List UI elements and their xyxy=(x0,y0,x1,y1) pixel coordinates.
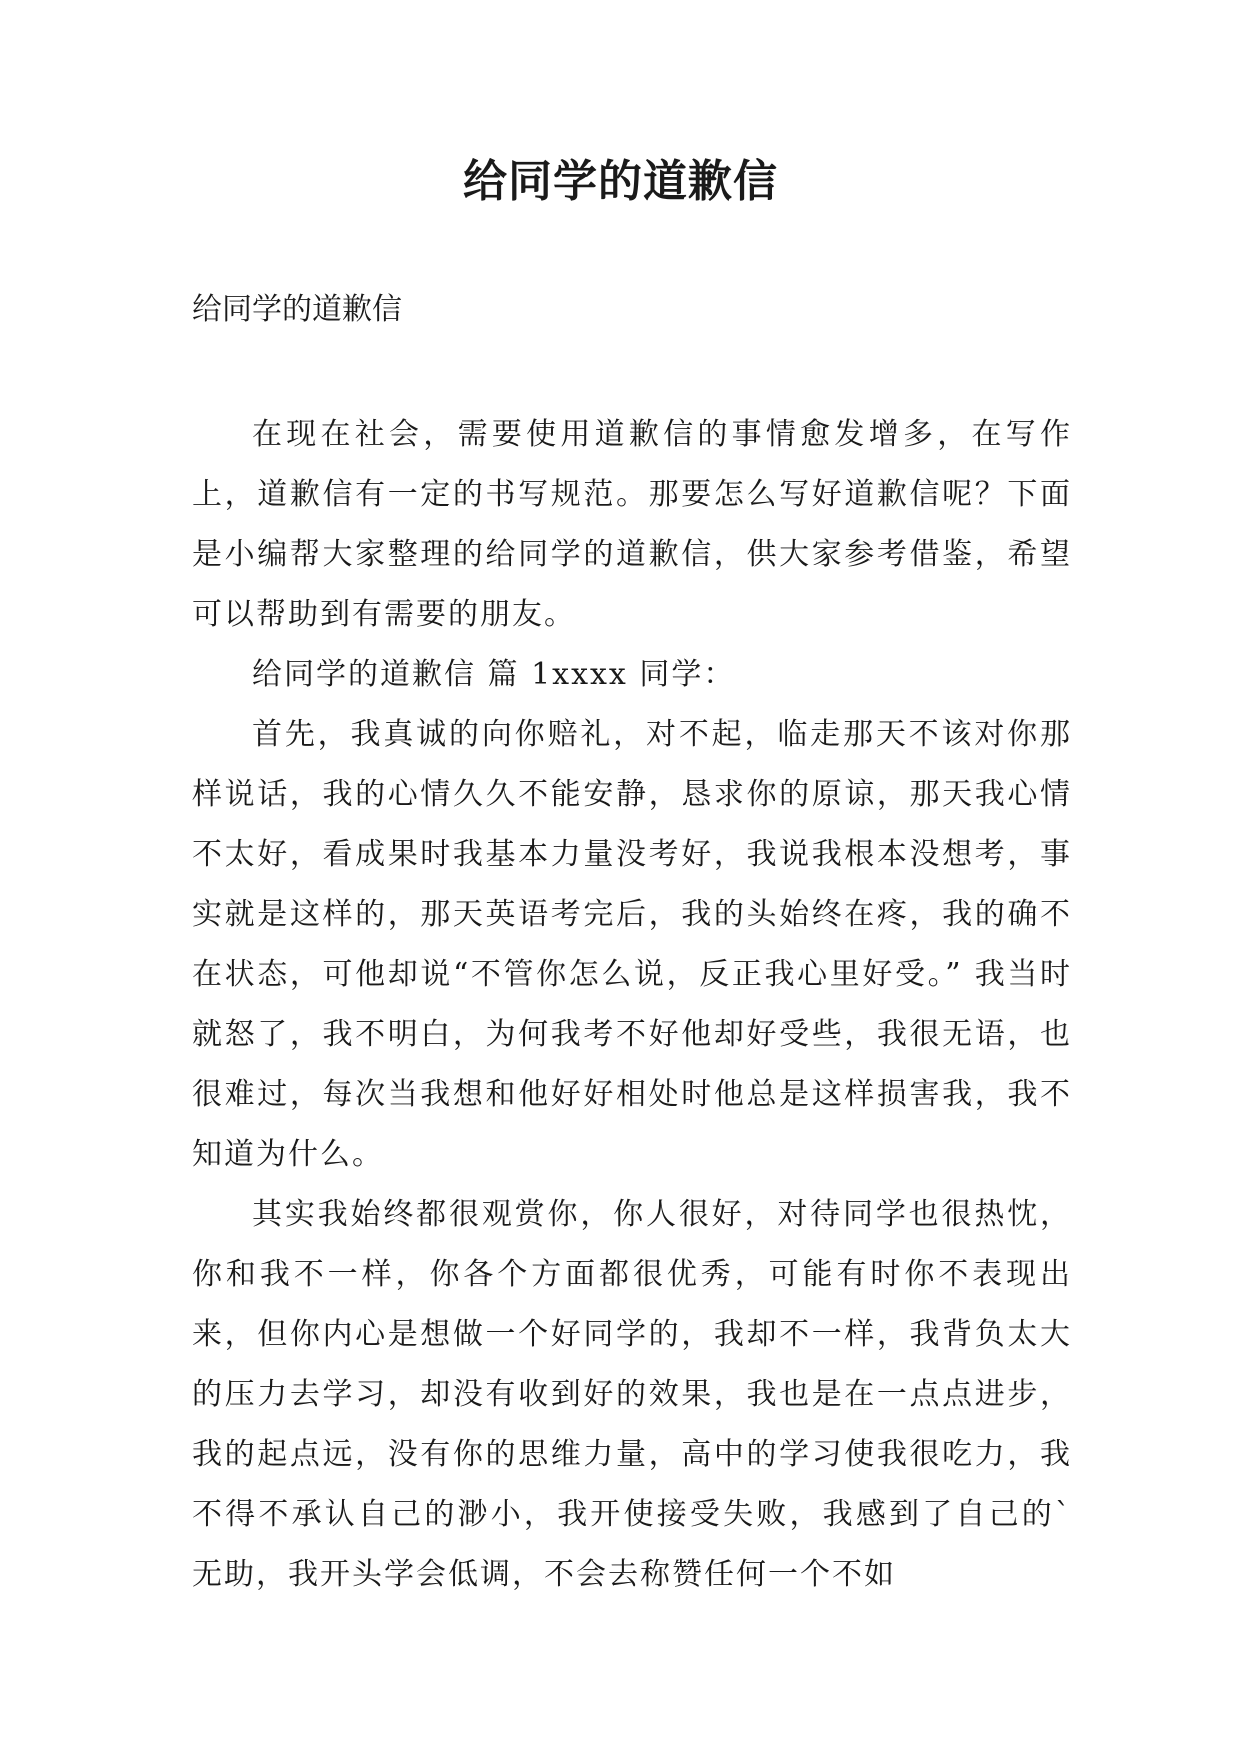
document-body xyxy=(192,405,1072,1605)
document-title: 给同学的道歉信 xyxy=(463,156,778,207)
document-subtitle: 给同学的道歉信 xyxy=(192,292,402,327)
paragraph-intro: 在现在社会，需要使用道歉信的事情愈发增多，在写作上，道歉信有一定的书写规范。那要怎么写好道歉信呢？下面是小编帮大家整理的给同学的道歉信，供大家参考借鉴，希望可以帮助到有需要的朋友。 xyxy=(192,417,1072,632)
paragraph-heading: 给同学的道歉信 篇 1xxxx 同学： xyxy=(252,657,736,692)
paragraph-admiration: 其实我始终都很观赏你，你人很好，对待同学也很热忱，你和我不一样，你各个方面都很优秀，可能有时你不表现出来，但你内心是想做一个好同学的，我却不一样，我背负太大的压力去学习，却没有收到好的效果，我也是在一点点进步，我的起点远，没有你的思维力量，高中的学习使我很吃力，我不得不承认自己的渺小，我开使接受失败，我感到了自己的`无助，我开头学会低调，不会去称赞任何一个不如 xyxy=(192,1197,1072,1592)
paragraph-apology: 首先，我真诚的向你赔礼，对不起，临走那天不该对你那样说话，我的心情久久不能安静，恳求你的原谅，那天我心情不太好，看成果时我基本力量没考好，我说我根本没想考，事实就是这样的，那天英语考完后，我的头始终在疼，我的确不在状态，可他却说“不管你怎么说，反正我心里好受。” 我当时就怒了，我不明白，为何我考不好他却好受些，我很无语，也很难过，每次当我想和他好好相处时他总是这样损害我，我不知道为什么。 xyxy=(192,717,1072,1172)
